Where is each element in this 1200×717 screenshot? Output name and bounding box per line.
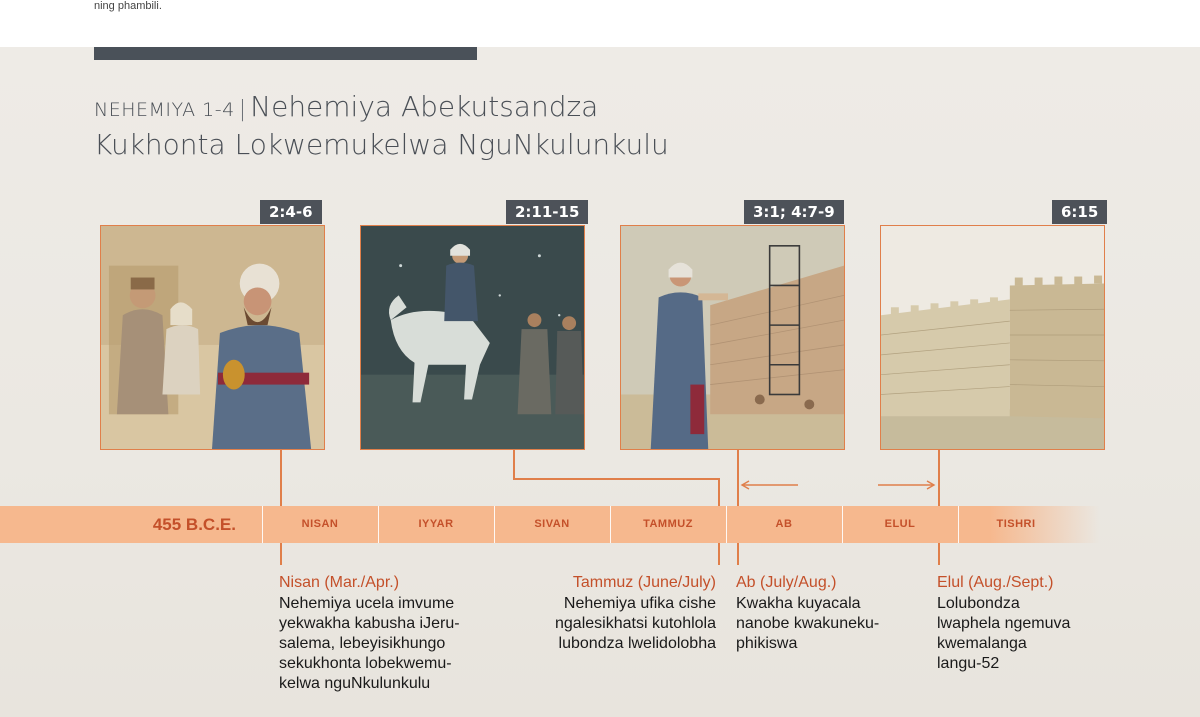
note-line: Kwakha kuyacala xyxy=(736,595,861,612)
night-ride-illustration xyxy=(361,226,584,449)
note-tammuz xyxy=(506,572,716,654)
note-line: Nehemiya ucela imvume xyxy=(279,595,455,612)
note-ab xyxy=(736,572,926,654)
connector-tammuz-lower xyxy=(718,543,720,565)
ref-tag-4: 6:15 xyxy=(1052,200,1107,224)
panel-wall-building xyxy=(620,225,845,450)
note-body xyxy=(937,594,1137,674)
panel-night-ride xyxy=(360,225,585,450)
note-heading: Ab (July/Aug.) xyxy=(736,574,837,591)
panel-completed-wall xyxy=(880,225,1105,450)
month-iyyar: IYYAR xyxy=(418,518,454,530)
connector-tammuz-up xyxy=(513,450,515,478)
month-tammuz: TAMMUZ xyxy=(643,518,693,530)
note-line: lwaphela ngemuva xyxy=(937,615,1071,632)
connector-tammuz-horizontal xyxy=(513,478,719,480)
note-heading: Elul (Aug./Sept.) xyxy=(937,574,1054,591)
note-body xyxy=(279,594,519,694)
note-line: ngalesikhatsi kutohlola xyxy=(555,615,716,632)
note-line: langu-52 xyxy=(937,655,1000,672)
panel-king-cupbearer xyxy=(100,225,325,450)
wall-building-illustration xyxy=(621,226,844,449)
note-line: sekukhonta lobekwemu- xyxy=(279,655,452,672)
note-line: kelwa nguNkulunkulu xyxy=(279,675,431,692)
timeline-year: 455 B.C.E. xyxy=(152,515,236,534)
header-bar xyxy=(94,47,477,60)
note-body xyxy=(506,594,716,654)
connector-nisan-lower xyxy=(280,543,282,565)
month-tishri: TISHRI xyxy=(996,518,1036,530)
connector-nisan xyxy=(280,450,282,508)
king-cupbearer-illustration xyxy=(101,226,324,449)
page-title xyxy=(94,90,994,163)
ref-tag-3: 3:1; 4:7-9 xyxy=(744,200,844,224)
note-line: salema, lebeyisikhungo xyxy=(279,635,446,652)
note-line: Nehemiya ufika cishe xyxy=(563,595,716,612)
note-heading: Nisan (Mar./Apr.) xyxy=(279,574,400,591)
arrow-right-icon xyxy=(878,480,936,490)
note-line: Lolubondza xyxy=(937,595,1020,612)
connector-ab-lower xyxy=(737,543,739,565)
ref-tag-1: 2:4-6 xyxy=(260,200,322,224)
arrow-left-icon xyxy=(740,480,800,490)
month-ab: AB xyxy=(775,518,793,530)
note-body xyxy=(736,594,926,654)
note-line: phikiswa xyxy=(736,635,798,652)
connector-elul-lower xyxy=(938,543,940,565)
month-elul: ELUL xyxy=(884,518,916,530)
note-line: yekwakha kabusha iJeru- xyxy=(279,615,460,632)
ref-tag-2: 2:11-15 xyxy=(506,200,588,224)
note-line: nanobe kwakuneku- xyxy=(736,615,880,632)
title-kicker: NEHEMIYA 1-4 xyxy=(94,99,235,121)
title-line-1: Nehemiya Abekutsandza xyxy=(250,90,599,123)
note-heading: Tammuz (June/July) xyxy=(572,574,716,591)
completed-wall-illustration xyxy=(881,226,1104,449)
note-nisan xyxy=(279,572,519,694)
title-line-2: Kukhonta Lokwemukelwa NguNkulunkulu xyxy=(94,128,669,161)
timeline-band xyxy=(0,506,1100,543)
connector-ab xyxy=(737,450,739,508)
connector-tammuz-down xyxy=(718,478,720,508)
note-line: lubondza lwelidolobha xyxy=(558,635,716,652)
month-nisan: NISAN xyxy=(301,518,339,530)
connector-elul xyxy=(938,450,940,508)
month-sivan: SIVAN xyxy=(534,518,570,530)
note-line: kwemalanga xyxy=(937,635,1027,652)
top-caption: ning phambili. xyxy=(94,0,162,12)
title-separator: | xyxy=(238,97,247,122)
note-elul xyxy=(937,572,1137,674)
